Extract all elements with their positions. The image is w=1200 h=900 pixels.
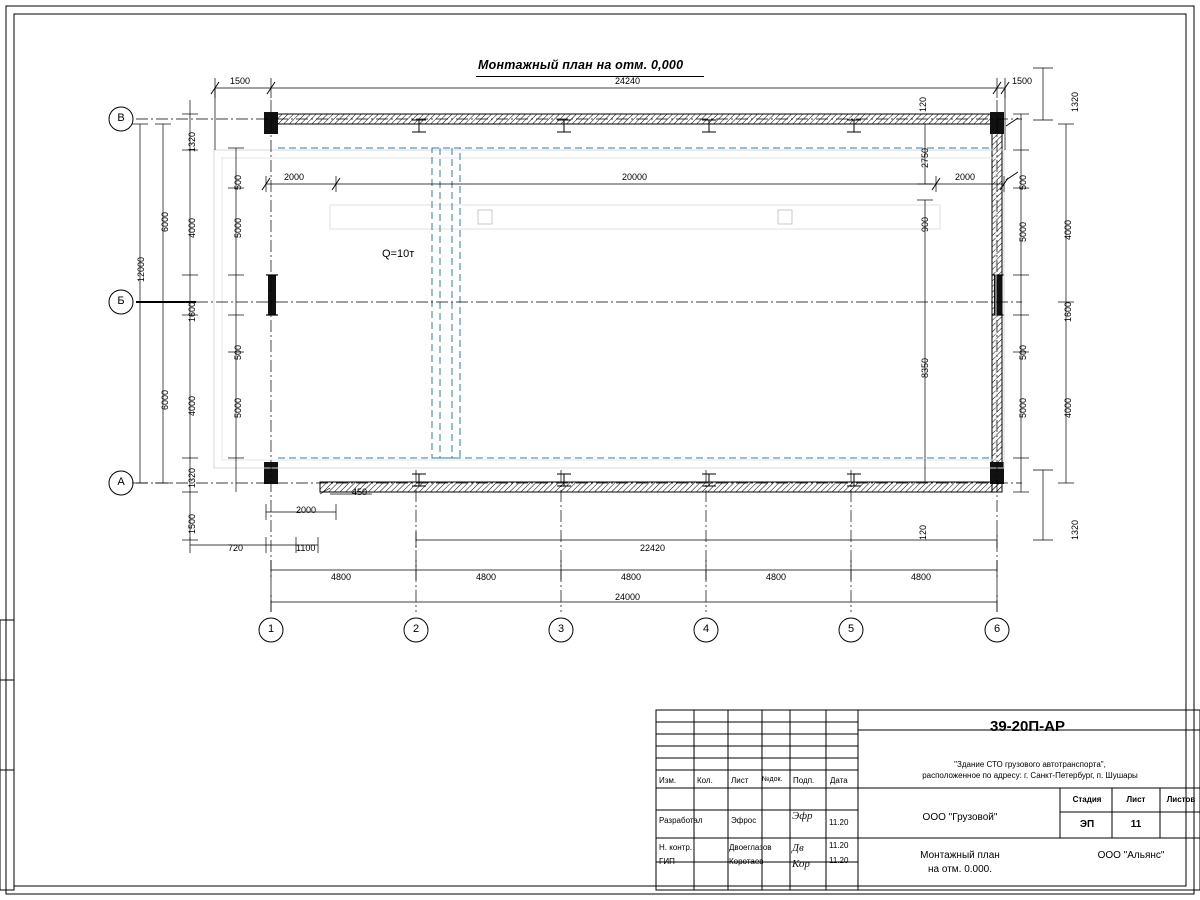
row-date-0: 11.20 <box>829 818 849 827</box>
axis-label-1: 1 <box>267 623 275 635</box>
axis-label-2: 2 <box>412 623 420 635</box>
row-name-0: Эфрос <box>731 816 757 825</box>
row-sign-2: Кор <box>792 858 810 870</box>
plan-title-underline <box>476 76 704 77</box>
row-sign-1: Дв <box>792 842 804 854</box>
stage-value: ЭП <box>1079 819 1095 830</box>
dim-inner-2750: 2750 <box>920 147 930 168</box>
col-header-list: Лист <box>731 776 749 785</box>
dim-span-3: 4800 <box>621 572 642 582</box>
dim-left-5000-lower: 5000 <box>233 397 243 418</box>
sheet-name-line-2: на отм. 0.000. <box>927 864 993 875</box>
dim-left-1320-top: 1320 <box>187 131 197 152</box>
row-date-1: 11.20 <box>829 841 849 850</box>
dim-inner-20000: 20000 <box>622 172 648 182</box>
dim-right-4000-lower: 4000 <box>1063 397 1073 418</box>
axis-label-a: А <box>117 476 125 488</box>
dim-inner-8350: 8350 <box>920 357 930 378</box>
dim-bottom-right-1320: 1320 <box>1070 519 1080 540</box>
plan-title: Монтажный план на отм. 0,000 <box>478 58 684 72</box>
dim-top-1500-right: 1500 <box>1012 76 1033 86</box>
axis-label-4: 4 <box>702 623 710 635</box>
row-name-2: Коротаев <box>729 857 764 866</box>
dim-inner-900: 900 <box>920 216 930 232</box>
dim-right-500-a: 500 <box>1018 174 1028 190</box>
dim-span-5: 4800 <box>911 572 932 582</box>
axis-label-v: В <box>117 112 125 124</box>
dim-left-6000-lower: 6000 <box>160 389 170 410</box>
dim-left-4000-lower: 4000 <box>187 395 197 416</box>
dim-right-4000-upper: 4000 <box>1063 219 1073 240</box>
dim-span-1: 4800 <box>331 572 352 582</box>
dim-left-500-a: 500 <box>233 174 243 190</box>
object-line-1: "Здание СТО грузового автотранспорта", <box>954 760 1106 769</box>
dim-span-2: 4800 <box>476 572 497 582</box>
dim-span-4: 4800 <box>766 572 787 582</box>
dim-top-1500-left: 1500 <box>230 76 251 86</box>
dim-22420: 22420 <box>640 543 666 553</box>
dim-right-1600: 1600 <box>1063 301 1073 322</box>
col-header-data: Дата <box>830 776 848 785</box>
dim-720: 720 <box>228 543 244 553</box>
crane-load-label: Q=10т <box>382 248 415 260</box>
axis-label-b: Б <box>117 295 125 307</box>
dim-left-5000-upper: 5000 <box>233 217 243 238</box>
designer-org: ООО "Альянс" <box>1097 850 1165 861</box>
sheets-header: Листов <box>1166 795 1196 804</box>
dim-inner-2000-right: 2000 <box>955 172 976 182</box>
dim-right-500-b: 500 <box>1018 344 1028 360</box>
col-header-kol: Кол. <box>697 776 713 785</box>
dim-right-5000-upper: 5000 <box>1018 221 1028 242</box>
sheet-header: Лист <box>1126 795 1146 804</box>
axis-label-6: 6 <box>993 623 1001 635</box>
dim-right-5000-lower: 5000 <box>1018 397 1028 418</box>
dim-left-6000-upper: 6000 <box>160 211 170 232</box>
row-date-2: 11.20 <box>829 856 849 865</box>
customer-name: ООО "Грузовой" <box>922 812 998 823</box>
row-sign-0: Эфр <box>792 810 813 822</box>
object-line-2: расположенное по адресу: г. Санкт-Петербург, п. Шушары <box>922 771 1138 780</box>
dim-left-1500: 1500 <box>187 513 197 534</box>
row-name-1: Двоеглазов <box>729 843 772 852</box>
dim-24000: 24000 <box>615 592 641 602</box>
dim-top-right-1320: 1320 <box>1070 91 1080 112</box>
sheet-value: 11 <box>1130 819 1142 830</box>
dim-inner-2000-left: 2000 <box>284 172 305 182</box>
dim-inner-120-bottom: 120 <box>918 524 928 540</box>
dim-top-24240: 24240 <box>615 76 641 86</box>
dim-left-4000-upper: 4000 <box>187 217 197 238</box>
row-role-0: Разработал <box>659 816 703 825</box>
sheet-name-line-1: Монтажный план <box>920 850 1000 861</box>
col-header-ndok: №док. <box>762 776 783 783</box>
dim-left-1320-bottom: 1320 <box>187 467 197 488</box>
axis-label-5: 5 <box>847 623 855 635</box>
row-role-2: ГИП <box>659 857 675 866</box>
dim-450: 450 <box>352 487 368 497</box>
col-header-podp: Подп. <box>793 776 815 785</box>
dim-left-500-b: 500 <box>233 344 243 360</box>
dim-left-1600: 1600 <box>187 301 197 322</box>
dim-left-12000: 12000 <box>136 256 146 282</box>
row-role-1: Н. контр. <box>659 843 693 852</box>
axis-label-3: 3 <box>557 623 565 635</box>
project-code: 39-20П-АР <box>990 718 1065 735</box>
col-header-izm: Изм. <box>659 776 677 785</box>
dim-2000-bottom: 2000 <box>296 505 317 515</box>
dim-inner-120-top: 120 <box>918 96 928 112</box>
stage-header: Стадия <box>1072 795 1102 804</box>
dim-1100: 1100 <box>296 543 316 553</box>
